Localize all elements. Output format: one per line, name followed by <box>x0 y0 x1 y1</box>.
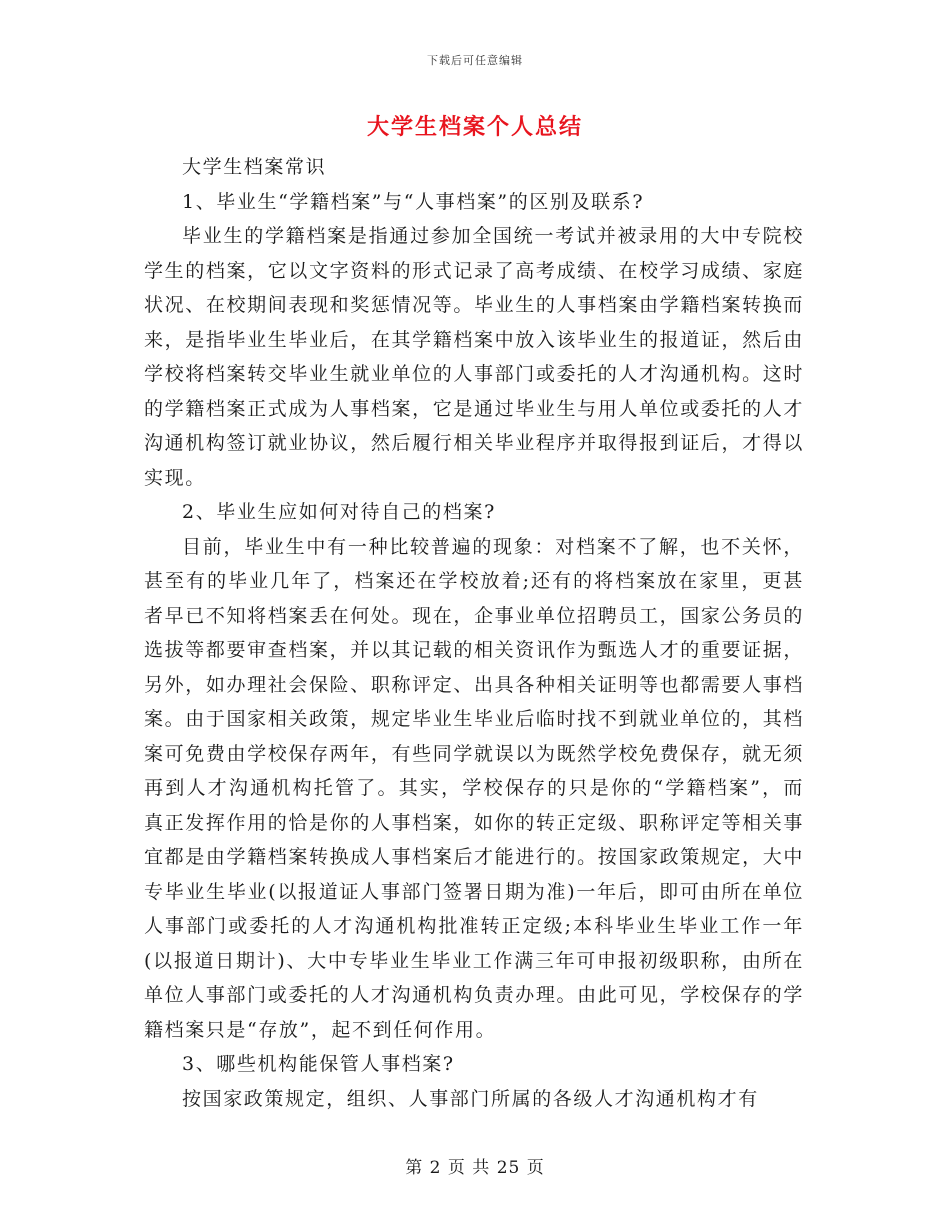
document-title: 大学生档案个人总结 <box>366 114 583 140</box>
paragraph-question-3: 3、哪些机构能保管人事档案? <box>182 1053 455 1075</box>
page-number-footer: 第 2 页 共 25 页 <box>405 1158 545 1178</box>
document-body <box>144 150 804 1116</box>
paragraph-question-2: 2、毕业生应如何对待自己的档案? <box>182 501 496 523</box>
paragraph-question-1: 1、毕业生“学籍档案”与“人事档案”的区别及联系? <box>182 190 645 213</box>
header-note: 下载后可任意编辑 <box>427 54 523 67</box>
paragraph-heading: 大学生档案常识 <box>182 156 327 178</box>
paragraph-answer-3: 按国家政策规定，组织、人事部门所属的各级人才沟通机构才有 <box>182 1087 759 1110</box>
paragraph-answer-2: 目前，毕业生中有一种比较普遍的现象：对档案不了解，也不关怀，甚至有的毕业几年了，档案还在学校放着;还有的将档案放在家里，更甚者早已不知将档案丢在何处。现在，企事业单位招聘员工，国家公务员的选拔等都要审查档案，并以其记载的相关资讯作为甄选人才的重要证据，另外，如办理社会保险、职称评定、出具各种相关证明等也都需要人事档案。由于国家相关政策，规定毕业生毕业后临时找不到就业单位的，其档案可免费由学校保存两年，有些同学就误以为既然学校免费保存，就无须再到人才沟通机构托管了。其实，学校保存的只是你的“学籍档案”，而真正发挥作用的恰是你的人事档案，如你的转正定级、职称评定等相关事宜都是由学籍档案转换成人事档案后才能进行的。按国家政策规定，大中专毕业生毕业(以报道证人事部门签署日期为准)一年后，即可由所在单位人事部门或委托的人才沟通机构批准转正定级;本科毕业生毕业工作一年(以报道日期计)、大中专毕业生毕业工作满三年可申报初级职称，由所在单位人事部门或委托的人才沟通机构负责办理。由此可见，学校保存的学籍档案只是“存放”，起不到任何作用。 <box>144 535 804 1041</box>
paragraph-answer-1: 毕业生的学籍档案是指通过参加全国统一考试并被录用的大中专院校学生的档案，它以文字资料的形式记录了高考成绩、在校学习成绩、家庭状况、在校期间表现和奖惩情况等。毕业生的人事档案由学籍档案转换而来，是指毕业生毕业后，在其学籍档案中放入该毕业生的报道证，然后由学校将档案转交毕业生就业单位的人事部门或委托的人才沟通机构。这时的学籍档案正式成为人事档案，它是通过毕业生与用人单位或委托的人才沟通机构签订就业协议，然后履行相关毕业程序并取得报到证后，才得以实现。 <box>144 225 804 489</box>
